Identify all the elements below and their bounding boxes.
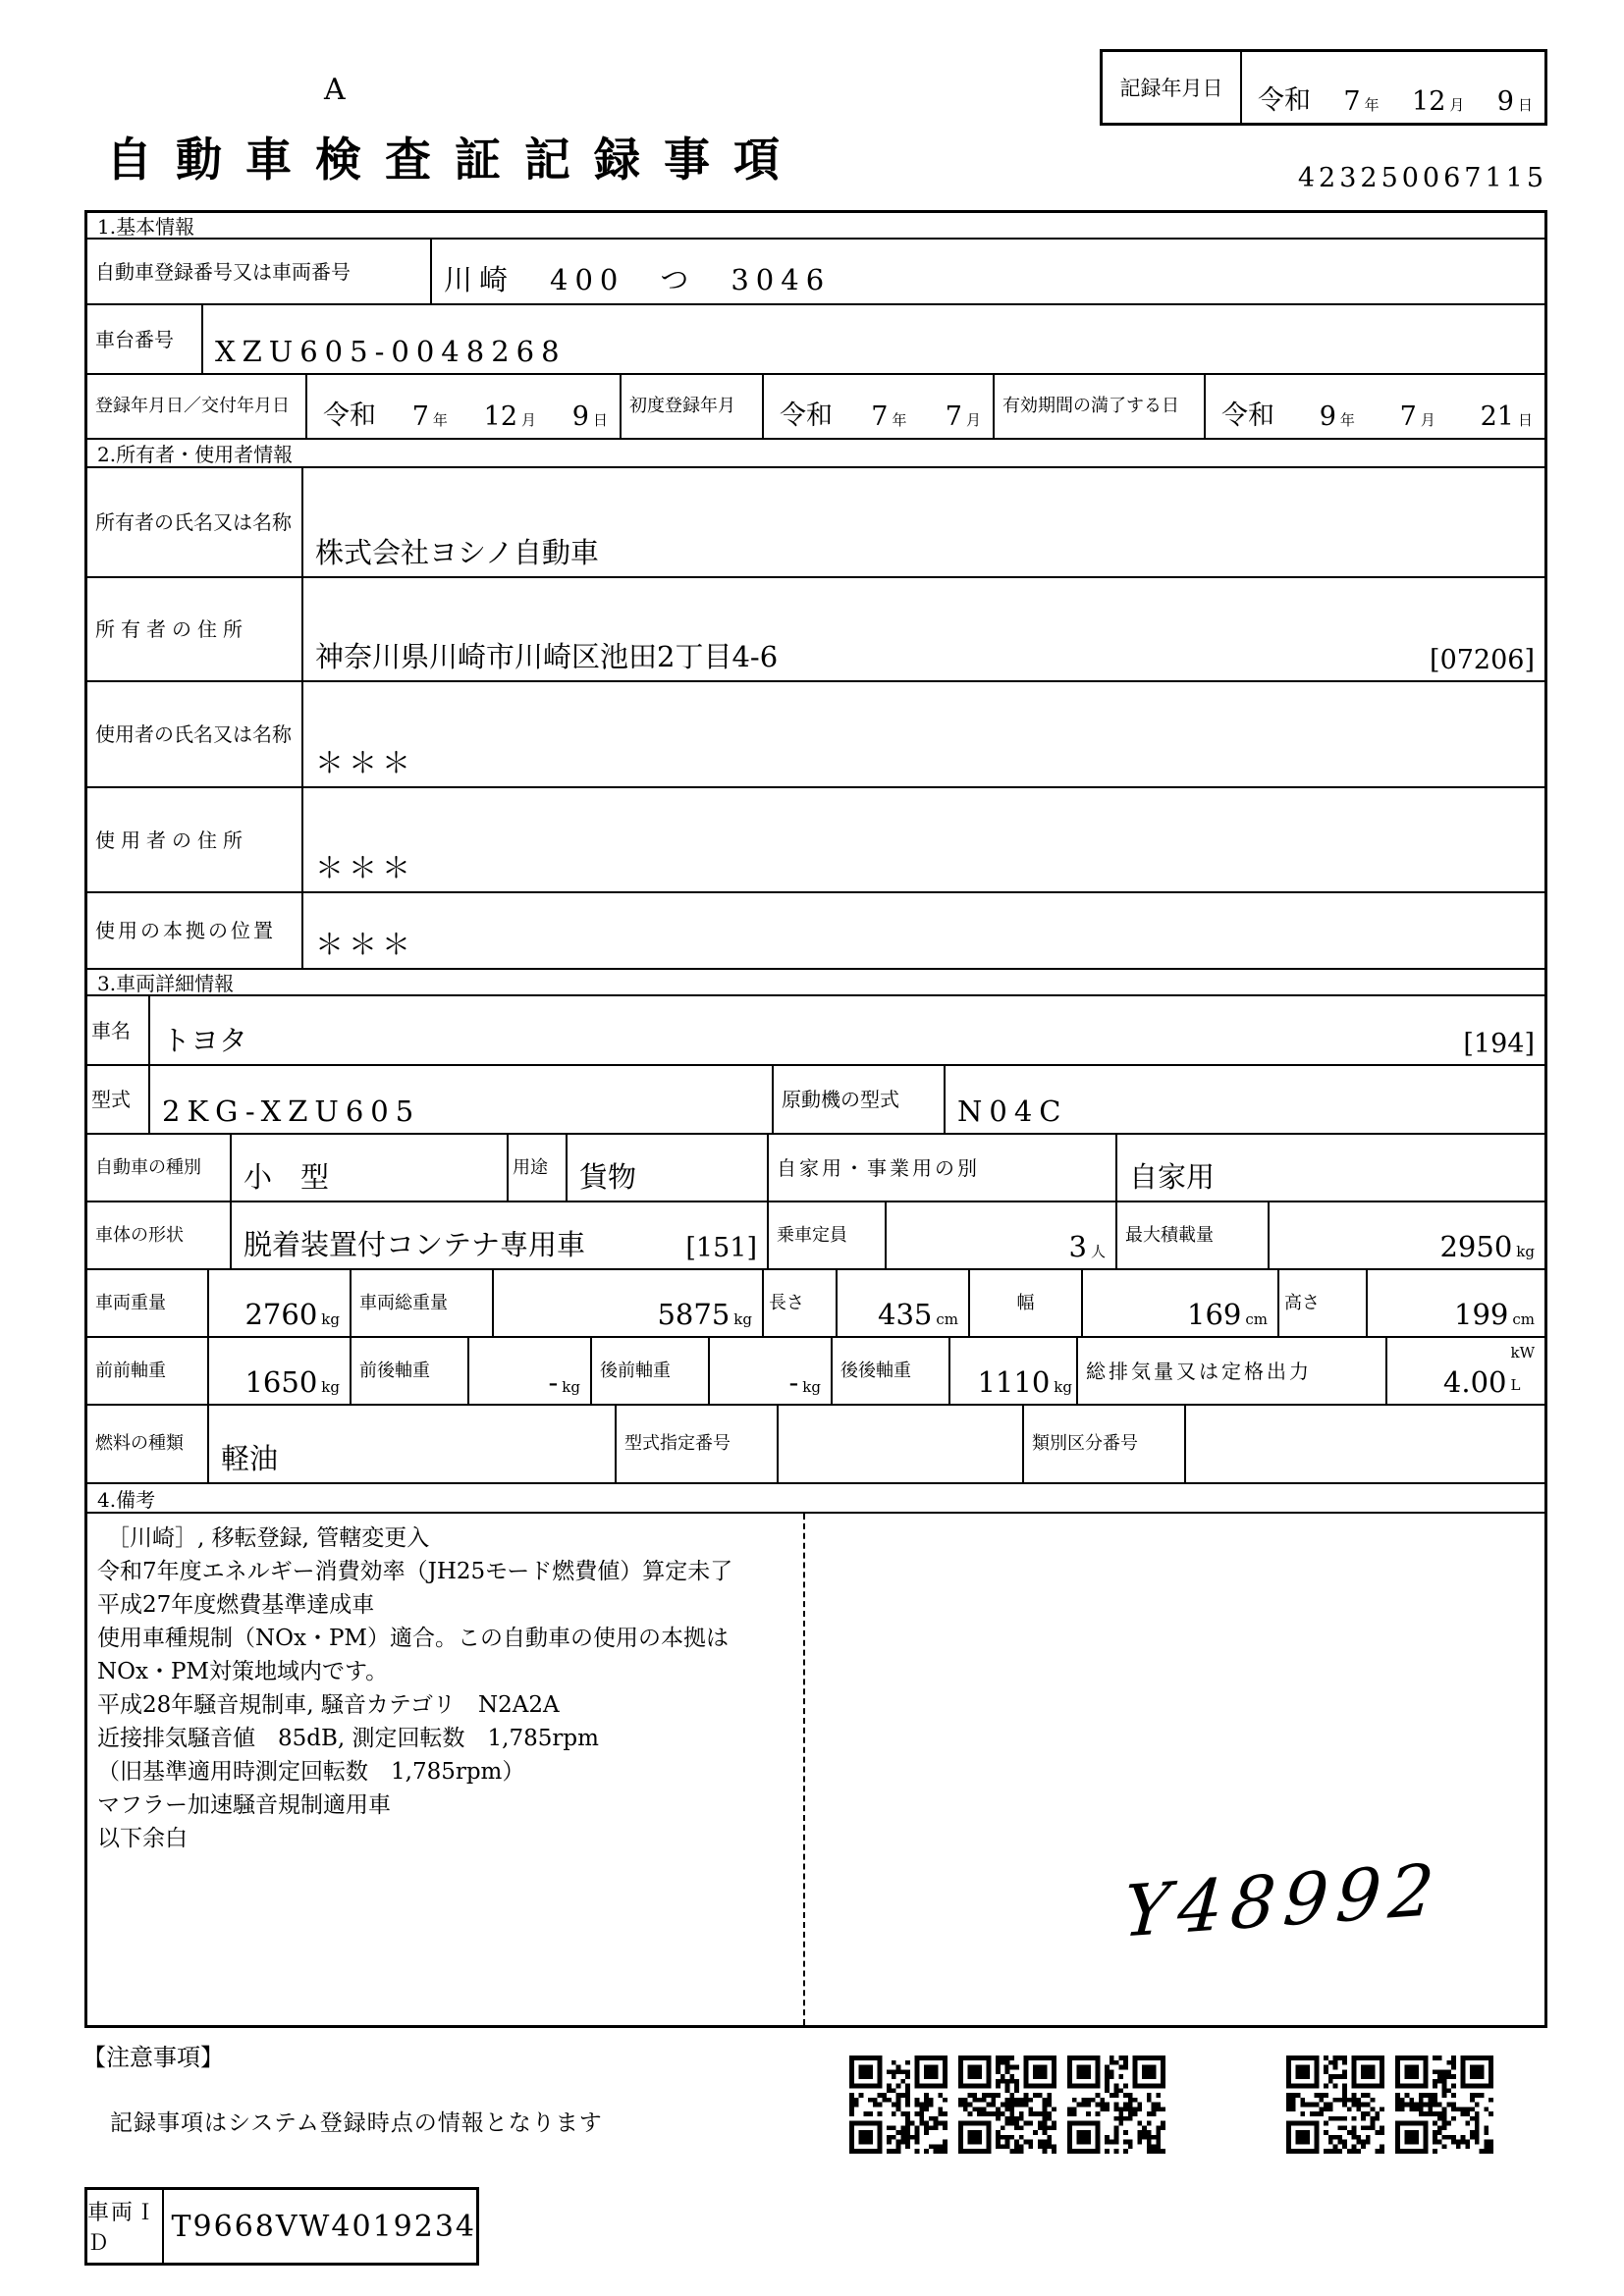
- axle-weight-row: [87, 1338, 1544, 1406]
- body-shape-code: [151]: [685, 1233, 757, 1263]
- remark-line: 近接排気騒音値 85dB, 測定回転数 1,785rpm: [97, 1726, 599, 1751]
- dates-row: [87, 375, 1544, 440]
- vehicle-class-value: 小 型: [232, 1135, 509, 1201]
- owner-address-value: [303, 578, 1544, 680]
- height-label: 高さ: [1279, 1270, 1368, 1336]
- month: 7: [1399, 401, 1417, 432]
- section2-heading: 2.所有者・使用者情報: [87, 440, 1544, 468]
- first-registration-value: [764, 375, 995, 438]
- qr-code: [849, 2056, 947, 2154]
- front-front-axle-label: 前前軸重: [87, 1338, 209, 1404]
- section1-heading: 1.基本情報: [87, 213, 1544, 240]
- qr-code: [958, 2056, 1056, 2154]
- max-load-value: [1270, 1202, 1544, 1268]
- era: 令和: [1221, 400, 1274, 431]
- record-date-label: 記録年月日: [1103, 52, 1242, 123]
- category-number-label: 類別区分番号: [1024, 1406, 1186, 1482]
- remark-line: 令和7年度エネルギー消費効率（JH25モード燃費値）算定未了: [97, 1559, 733, 1584]
- car-name-label: 車名: [87, 996, 150, 1064]
- gross-weight-value: [494, 1270, 764, 1336]
- expiration-date-value: [1206, 375, 1544, 438]
- day-unit: 日: [592, 411, 608, 429]
- year-unit: 年: [892, 411, 907, 429]
- length-label: 長さ: [764, 1270, 838, 1336]
- front-rear-axle-value: [469, 1338, 592, 1404]
- registration-date-label: 登録年月日／交付年月日: [87, 375, 307, 438]
- rear-front-axle-value: [710, 1338, 833, 1404]
- day: 9: [571, 401, 589, 432]
- user-address-value: ＊＊＊: [315, 851, 416, 884]
- model-designation-label: 型式指定番号: [617, 1406, 779, 1482]
- user-name-row: [87, 682, 1544, 788]
- document-number: 423250067115: [1297, 163, 1547, 193]
- cm-unit: cm: [936, 1310, 958, 1328]
- vehicle-id-box: [84, 2187, 479, 2266]
- user-name-label: 使用者の氏名又は名称: [87, 682, 303, 786]
- model-label: 型式: [87, 1066, 150, 1133]
- month: 7: [945, 401, 962, 432]
- vehicle-weight-number: 2760: [244, 1298, 318, 1331]
- body-shape-label: 車体の形状: [87, 1202, 232, 1268]
- day: 21: [1480, 401, 1514, 432]
- capacity-value: [887, 1202, 1117, 1268]
- height-number: 199: [1454, 1298, 1509, 1331]
- qr-code: [1067, 2056, 1165, 2154]
- max-load-number: 2950: [1439, 1230, 1513, 1263]
- model-row: [87, 1066, 1544, 1135]
- record-date-box: [1100, 49, 1547, 126]
- weight-dimensions-row: [87, 1270, 1544, 1338]
- expiration-label: 有効期間の満了する日: [995, 375, 1206, 438]
- year-unit: 年: [432, 411, 448, 429]
- fuel-row: [87, 1406, 1544, 1484]
- height-value: [1368, 1270, 1544, 1336]
- remark-line: （旧基準適用時測定回転数 1,785rpm）: [97, 1759, 525, 1785]
- body-shape-text: 脱着装置付コンテナ専用車: [244, 1228, 586, 1261]
- page-marker: A: [324, 73, 346, 107]
- displacement-value: [1387, 1338, 1544, 1404]
- registration-number-row: [87, 240, 1544, 305]
- front-rear-axle-label: 前後軸重: [352, 1338, 469, 1404]
- use-value: 貨物: [568, 1135, 769, 1201]
- displacement-number: 4.00: [1442, 1365, 1507, 1399]
- year-unit: 年: [1364, 96, 1380, 114]
- rear-front-axle-label: 後前軸重: [592, 1338, 710, 1404]
- registration-number-value: 川崎 400 つ 3046: [444, 263, 832, 296]
- month: 12: [483, 401, 518, 432]
- remark-line: 平成27年度燃費基準達成車: [97, 1592, 375, 1618]
- liter-unit: L: [1510, 1376, 1521, 1394]
- remarks-text: [97, 1522, 800, 1855]
- capacity-number: 3: [1068, 1230, 1087, 1263]
- use-label: 用途: [509, 1135, 568, 1201]
- engine-model-label: 原動機の型式: [774, 1066, 946, 1133]
- rear-rear-axle-label: 後後軸重: [833, 1338, 950, 1404]
- base-location-row: [87, 893, 1544, 970]
- remarks-area: [87, 1514, 1544, 2025]
- user-address-row: [87, 788, 1544, 893]
- year: 7: [411, 401, 429, 432]
- rear-rear-axle-value: [950, 1338, 1078, 1404]
- vehicle-type-row: [87, 1135, 1544, 1202]
- cm-unit: cm: [1245, 1310, 1268, 1328]
- year-unit: 年: [1339, 411, 1355, 429]
- engine-model-value: N04C: [957, 1095, 1068, 1128]
- record-date-era: 令和: [1258, 85, 1311, 116]
- record-date-value: [1242, 52, 1544, 123]
- rear-rear-axle-number: 1110: [977, 1365, 1051, 1399]
- handwritten-number: Y48992: [1120, 1847, 1445, 1953]
- first-registration-label: 初度登録年月: [622, 375, 764, 438]
- day-unit: 日: [1517, 411, 1533, 429]
- chassis-number-row: [87, 305, 1544, 375]
- kg-unit: kg: [733, 1310, 752, 1328]
- year: 9: [1319, 401, 1336, 432]
- vehicle-id-value: T9668VW4019234: [171, 2209, 476, 2244]
- notice-heading: 【注意事項】: [82, 2044, 224, 2071]
- car-name-row: [87, 996, 1544, 1066]
- private-business-label: 自家用・事業用の別: [769, 1135, 1117, 1201]
- owner-address-row: [87, 578, 1544, 682]
- day-unit: 日: [1517, 96, 1533, 114]
- vehicle-class-label: 自動車の種別: [87, 1135, 232, 1201]
- width-value: [1083, 1270, 1279, 1336]
- record-date-day: 9: [1496, 86, 1514, 117]
- era: 令和: [323, 400, 376, 431]
- kg-unit: kg: [321, 1310, 340, 1328]
- category-number-value: [1186, 1406, 1544, 1482]
- model-value: 2KG-XZU605: [150, 1066, 774, 1133]
- width-number: 169: [1187, 1298, 1242, 1331]
- remark-line: 使用車種規制（NOx・PM）適合。この自動車の使用の本拠はNOx・PM対策地域内です。: [97, 1626, 729, 1684]
- fuel-value: 軽油: [209, 1406, 617, 1482]
- month-unit: 月: [1420, 411, 1435, 429]
- private-business-value: 自家用: [1129, 1160, 1216, 1194]
- owner-address-code: [07206]: [1430, 645, 1535, 675]
- gross-weight-number: 5875: [657, 1298, 731, 1331]
- kg-unit: kg: [321, 1378, 340, 1396]
- vehicle-weight-value: [209, 1270, 352, 1336]
- capacity-label: 乗車定員: [769, 1202, 887, 1268]
- base-location-value: ＊＊＊: [315, 928, 416, 961]
- owner-address-label: 所有者の住所: [87, 578, 303, 680]
- body-shape-value: [232, 1202, 769, 1268]
- remarks-divider-dashed-line: [803, 1514, 805, 2025]
- front-rear-axle-number: -: [548, 1365, 559, 1399]
- owner-address-text: 神奈川県川崎市川崎区池田2丁目4-6: [315, 640, 779, 673]
- qr-code: [1286, 2056, 1384, 2154]
- main-table: [84, 210, 1547, 2028]
- chassis-number-value: XZU605-0048268: [215, 335, 567, 368]
- displacement-units: [1506, 1340, 1535, 1399]
- owner-name-row: [87, 468, 1544, 578]
- person-unit: 人: [1090, 1243, 1106, 1260]
- kw-unit: kW: [1510, 1344, 1535, 1362]
- era: 令和: [780, 400, 833, 431]
- qr-code: [1395, 2056, 1493, 2154]
- remark-line: 以下余白: [97, 1826, 188, 1851]
- rear-front-axle-number: -: [788, 1365, 799, 1399]
- notice-text: 記録事項はシステム登録時点の情報となります: [110, 2110, 603, 2136]
- kg-unit: kg: [1516, 1243, 1535, 1260]
- front-front-axle-value: [209, 1338, 352, 1404]
- month-unit: 月: [1449, 96, 1465, 114]
- front-front-axle-number: 1650: [244, 1365, 318, 1399]
- year: 7: [871, 401, 889, 432]
- kg-unit: kg: [1054, 1378, 1072, 1396]
- remark-line: マフラー加速騒音規制適用車: [97, 1792, 391, 1818]
- car-name-code: [194]: [1463, 1029, 1535, 1059]
- record-date-year: 7: [1343, 86, 1361, 117]
- record-date-month: 12: [1412, 86, 1446, 117]
- month-unit: 月: [521, 411, 537, 429]
- car-name-value: [150, 996, 1544, 1064]
- model-designation-value: [779, 1406, 1024, 1482]
- vehicle-weight-label: 車両重量: [87, 1270, 209, 1336]
- fuel-label: 燃料の種類: [87, 1406, 209, 1482]
- section4-heading: 4.備考: [87, 1484, 1544, 1514]
- owner-name-value: 株式会社ヨシノ自動車: [315, 536, 599, 569]
- user-name-value: ＊＊＊: [315, 746, 416, 779]
- width-label: 幅: [970, 1270, 1083, 1336]
- car-name-text: トヨタ: [162, 1024, 248, 1057]
- displacement-label: 総排気量又は定格出力: [1078, 1338, 1387, 1404]
- section3-heading: 3.車両詳細情報: [87, 970, 1544, 996]
- gross-weight-label: 車両総重量: [352, 1270, 494, 1336]
- page-title: 自動車検査証記録事項: [106, 133, 803, 187]
- length-value: [838, 1270, 970, 1336]
- user-address-label: 使用者の住所: [87, 788, 303, 891]
- remark-line: 平成28年騒音規制車, 騒音カテゴリ N2A2A: [97, 1692, 560, 1718]
- length-number: 435: [878, 1298, 933, 1331]
- body-shape-row: [87, 1202, 1544, 1270]
- base-location-label: 使用の本拠の位置: [87, 893, 303, 968]
- owner-name-label: 所有者の氏名又は名称: [87, 468, 303, 576]
- registration-number-label: 自動車登録番号又は車両番号: [87, 240, 432, 303]
- vehicle-id-label: 車両ＩＤ: [87, 2190, 164, 2263]
- kg-unit: kg: [562, 1378, 580, 1396]
- month-unit: 月: [965, 411, 981, 429]
- kg-unit: kg: [802, 1378, 821, 1396]
- registration-date-value: [307, 375, 622, 438]
- chassis-number-label: 車台番号: [87, 305, 203, 373]
- remark-line: ［川崎］, 移転登録, 管轄変更入: [107, 1525, 430, 1551]
- max-load-label: 最大積載量: [1117, 1202, 1270, 1268]
- cm-unit: cm: [1512, 1310, 1535, 1328]
